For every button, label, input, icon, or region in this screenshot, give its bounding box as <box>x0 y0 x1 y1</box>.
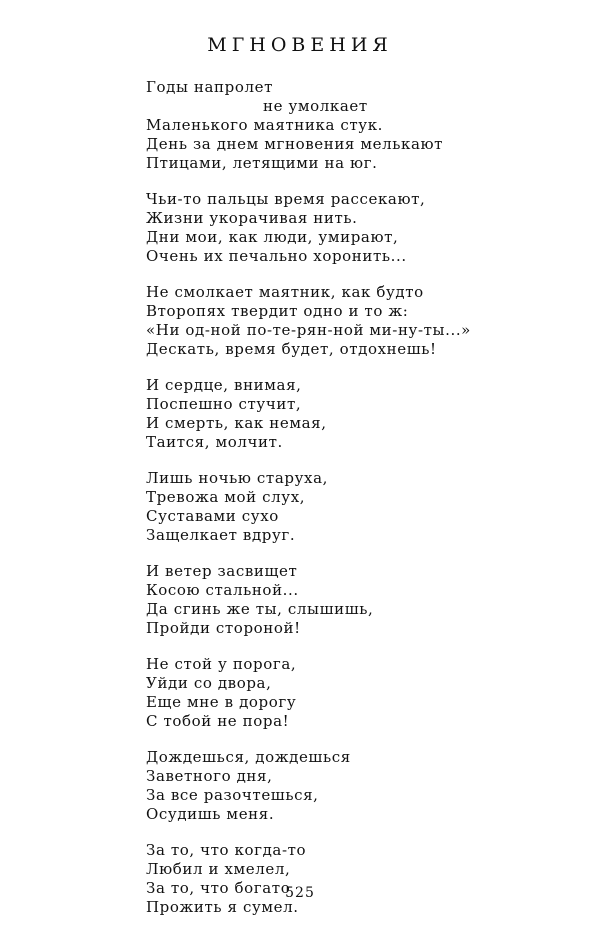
stanza <box>146 283 586 359</box>
poem-line: Косою стальной... <box>146 581 299 599</box>
poem-line: День за днем мгновения мелькают <box>146 135 444 153</box>
poem-line: Дескать, время будет, отдохнешь! <box>146 340 437 358</box>
stanza <box>146 841 586 917</box>
stanza <box>146 78 586 173</box>
poem-line: И сердце, внимая, <box>146 376 302 394</box>
poem-line: Второпях твердит одно и то ж: <box>146 302 409 320</box>
poem-line: Прожить я сумел. <box>146 898 299 916</box>
poem-line: Лишь ночью старуха, <box>146 469 328 487</box>
poem-line: Пройди стороной! <box>146 619 301 637</box>
poem-line: Не стой у порога, <box>146 655 297 673</box>
stanza <box>146 562 586 638</box>
poem-line: И ветер засвищет <box>146 562 298 580</box>
poem-line: Очень их печально хоронить... <box>146 247 407 265</box>
poem-line: И смерть, как немая, <box>146 414 327 432</box>
poem-line: Уйди со двора, <box>146 674 272 692</box>
poem-line: Маленького маятника стук. <box>146 116 384 134</box>
poem-title: МГНОВЕНИЯ <box>207 34 393 56</box>
poem-line: С тобой не пора! <box>146 712 290 730</box>
poem-line: Тревожа мой слух, <box>146 488 306 506</box>
page-number: 525 <box>285 885 315 901</box>
stanza <box>146 469 586 545</box>
poem-line: Годы напролет <box>146 78 273 96</box>
poem-line: Дни мои, как люди, умирают, <box>146 228 399 246</box>
poem-line: Защелкает вдруг. <box>146 526 296 544</box>
poem-line: За то, что богато <box>146 879 291 897</box>
stanza <box>146 376 586 452</box>
poem-line: Жизни укорачивая нить. <box>146 209 358 227</box>
poem-line: «Ни од-ной по-те-рян-ной ми-ну-ты...» <box>146 321 471 339</box>
stanza <box>146 655 586 731</box>
poem-line: не умолкает <box>263 97 368 115</box>
poem-line: Любил и хмелел, <box>146 860 291 878</box>
poem-line: Поспешно стучит, <box>146 395 302 413</box>
poem-line: За то, что когда-то <box>146 841 307 859</box>
poem-line: Птицами, летящими на юг. <box>146 154 378 172</box>
poem-line: Суставами сухо <box>146 507 279 525</box>
poem-line: Не смолкает маятник, как будто <box>146 283 424 301</box>
stanza <box>146 748 586 824</box>
poem-line: Чьи-то пальцы время рассекают, <box>146 190 426 208</box>
poem-line: Дождешься, дождешься <box>146 748 351 766</box>
poem-line: Да сгинь же ты, слышишь, <box>146 600 374 618</box>
poem-line: Таится, молчит. <box>146 433 283 451</box>
poem-line: Заветного дня, <box>146 767 273 785</box>
poem-line: Осудишь меня. <box>146 805 275 823</box>
poem-body <box>146 78 586 934</box>
poem-line: За все разочтешься, <box>146 786 319 804</box>
poem-line: Еще мне в дорогу <box>146 693 297 711</box>
stanza <box>146 190 586 266</box>
